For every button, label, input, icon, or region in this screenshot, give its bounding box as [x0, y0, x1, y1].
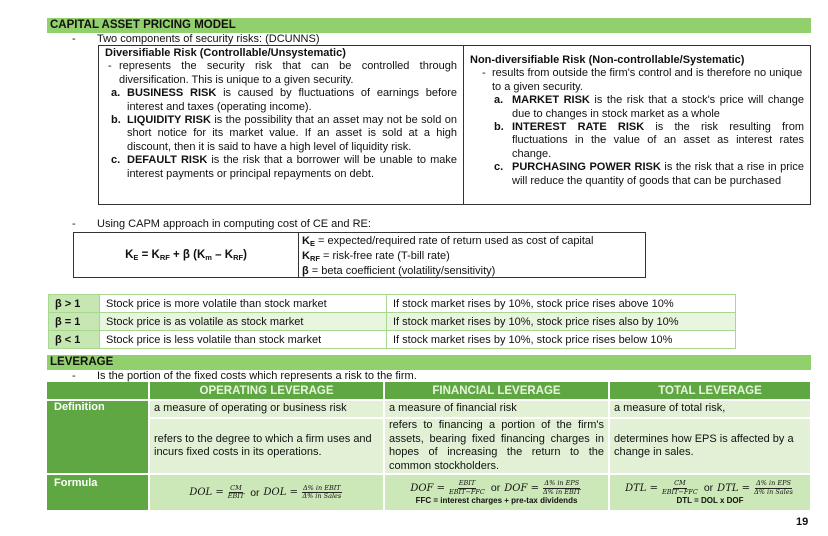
financial-def-2: refers to financing a portion of the firm's assets, bearing fixed financing charges in hopes of increasing the return to the common stockholders. — [384, 418, 609, 474]
dash-bullet: - — [72, 370, 76, 382]
capm-formula-box — [73, 232, 646, 278]
table-row — [49, 331, 736, 349]
dol-formula: DOL = $\frac{CM}{\text{EBIT}}$ or DOL = $\frac{\text{Δ\% in EBIT}}{\text{Δ\% in Sales}}$ — [149, 474, 384, 510]
beta-description: Stock price is more volatile than stock market — [100, 295, 387, 313]
nondiversifiable-title: Non-diversifiable Risk (Non-controllable/Systematic) — [470, 54, 745, 66]
nondiversifiable-desc: - results from outside the firm's control and is therefore no unique to a given security. — [482, 67, 803, 93]
liquidity-risk-item: b. LIQUIDITY RISK is the possibility that an asset may not be sold on short notice for its market value. If an asset is sold at a high discount, then it is said to have a high level of liquidity risk. — [111, 114, 457, 153]
total-def-2: determines how EPS is affected by a change in sales. — [609, 418, 810, 474]
purchasing-power-risk-item: c. PURCHASING POWER RISK is the risk that a rise in price will reduce the quantity of goods that can be purchased — [494, 161, 804, 187]
beta-description: Stock price is less volatile than stock market — [100, 331, 387, 349]
financial-def-1: a measure of financial risk — [384, 400, 609, 418]
table-row — [49, 313, 736, 331]
dtl-note: DTL = DOL x DOF — [676, 496, 744, 505]
diversifiable-risk-box — [98, 45, 464, 205]
leverage-header-row — [47, 382, 810, 400]
leverage-intro: Is the portion of the fixed costs which represents a risk to the firm. — [97, 370, 417, 382]
legend-ke: $K_E$ = expected/required rate of return used as cost of capital — [302, 235, 594, 248]
diversifiable-title: Diversifiable Risk (Controllable/Unsystematic) — [105, 47, 346, 59]
legend-krf: $K_{RF}$ = risk-free rate (T-bill rate) — [302, 250, 450, 264]
nondiversifiable-risk-box — [463, 45, 811, 205]
capm-heading: CAPITAL ASSET PRICING MODEL — [47, 18, 811, 33]
total-def-1: a measure of total risk, — [609, 400, 810, 418]
default-risk-item: c. DEFAULT RISK is the risk that a borrower will be unable to make interest payments or principal repayments on debt. — [111, 154, 457, 180]
business-risk-item: a. BUSINESS RISK is caused by fluctuations of earnings before interest and taxes (operating income). — [111, 87, 457, 113]
operating-def-1: a measure of operating or business risk — [149, 400, 384, 418]
col-total-leverage: TOTAL LEVERAGE — [609, 382, 810, 400]
header-blank — [47, 382, 149, 400]
beta-description: Stock price is as volatile as stock market — [100, 313, 387, 331]
col-financial-leverage: FINANCIAL LEVERAGE — [384, 382, 609, 400]
page-number: 19 — [796, 516, 809, 528]
col-operating-leverage: OPERATING LEVERAGE — [149, 382, 384, 400]
legend-beta: β = beta coefficient (volatility/sensitivity) — [302, 265, 496, 278]
operating-def-2: refers to the degree to which a firm uses and incurs fixed costs in its operations. — [149, 418, 384, 474]
beta-effect: If stock market rises by 10%, stock price rises below 10% — [387, 331, 736, 349]
dash-bullet: - — [72, 218, 76, 230]
beta-symbol: β > 1 — [49, 295, 100, 313]
capm-formula: $K_E = K_{RF} + \beta$ $(K_m - K_{RF})$ — [74, 233, 299, 277]
beta-table — [48, 294, 736, 349]
ffc-note: FFC = interest charges + pre-tax dividends — [415, 496, 578, 505]
market-risk-item: a. MARKET RISK is the risk that a stock's price will change due to changes in stock market as a whole — [494, 94, 804, 120]
dof-formula: DOF = $\frac{\text{EBIT}}{\text{EBIT−FFC}}$ or DOF = $\frac{\text{Δ\% in EPS}}{\text{Δ\% in EBIT}}$ FFC = interest charges + pre-tax dividends — [384, 474, 609, 510]
beta-effect: If stock market rises by 10%, stock price rises above 10% — [387, 295, 736, 313]
capm-legend — [302, 235, 594, 279]
definition-row-2 — [47, 418, 810, 474]
definition-row — [47, 400, 810, 418]
beta-symbol: β < 1 — [49, 331, 100, 349]
beta-symbol: β = 1 — [49, 313, 100, 331]
leverage-heading: LEVERAGE — [47, 355, 811, 370]
formula-row — [47, 474, 810, 510]
table-row — [49, 295, 736, 313]
dtl-formula: DTL = $\frac{CM}{\text{EBIT−FFC}}$ or DTL = $\frac{\text{Δ\% in EPS}}{\text{Δ\% in Sales}}$ DTL = DOL x DOF — [609, 474, 810, 510]
dash-bullet: - — [72, 33, 76, 45]
capm-approach: Using CAPM approach in computing cost of CE and RE: — [97, 218, 371, 230]
interest-rate-risk-item: b. INTEREST RATE RISK is the risk resulting from fluctuations in the value of an asset as interest rates change. — [494, 121, 804, 160]
diversifiable-desc: - represents the security risk that can be controlled through diversification. This is unique to a given security. — [108, 60, 457, 86]
capm-intro: Two components of security risks: (DCUNNS) — [97, 33, 320, 45]
leverage-table — [47, 382, 810, 510]
formula-label: Formula — [47, 474, 149, 510]
definition-label: Definition — [47, 400, 149, 474]
beta-effect: If stock market rises by 10%, stock price rises also by 10% — [387, 313, 736, 331]
